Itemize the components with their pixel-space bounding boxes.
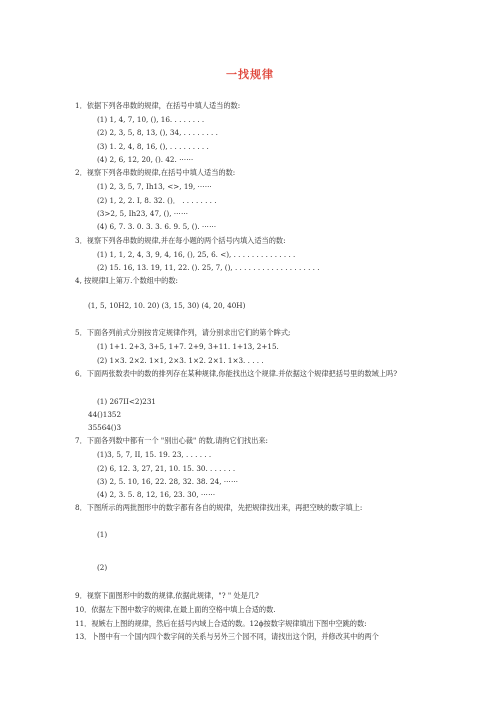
question-8: 8．下图所示的两批图形中的数字都有各自的规律，先把规律找出来，再把空映的数字填上:	[75, 503, 363, 512]
question-7: 7．下面各列数中都有一个 "别出心裁" 的数,请拘它们找出来:	[75, 436, 268, 445]
q2-item-4: (4) 6, 7. 3. 0. 3. 3. 6. 9. 5, (). ⋯⋯	[97, 222, 217, 231]
q5-item-2: (2) 1×3. 2×2. 1×1, 2×3. 1×2. 2×1. 1×3. . . . .	[97, 356, 264, 365]
q7-item-4: (4) 2, 3. 5. 8, 12, 16, 23. 30, ⋯⋯	[97, 490, 216, 499]
question-10: 10．依据左下图中数字的规律,在最上面的空格中填上合适的数.	[75, 605, 276, 614]
q2-item-3: (3>2, 5, Ih23, 47, (), ⋯⋯	[97, 209, 189, 218]
q6-item-2: 44()1352	[88, 410, 122, 419]
question-5: 5．下面各列前式分别按肯定规律作列，请分别求出它们的第个眸式;	[75, 328, 291, 337]
q7-item-2: (2) 6, 12. 3, 27, 21, 10. 15. 30. . . . . . .	[97, 464, 236, 473]
q1-item-1: (1) 1, 4, 7, 10, (), 16. . . . . . . .	[97, 115, 205, 124]
q7-item-3: (3) 2, 5. 10, 16, 22. 28, 32. 38. 24, ⋯⋯	[97, 477, 239, 486]
question-6: 6．下面两张数表中的数的排列存在某种规律,你能找出这个规律.并依据这个规律把括号里的数域上吗?	[75, 369, 398, 378]
question-1: 1．依据下列各串数的规律，在括号中填人适当的数:	[75, 101, 241, 110]
q8-item-2: (2)	[97, 563, 108, 572]
q4-groups: (1, 5, 10H2, 10. 20) (3, 15, 30) (4, 20, 40H)	[88, 301, 246, 310]
q3-item-2: (2) 15. 16, 13. 19, 11, 22. (). 25, 7, (), . . . . . . . . . . . . . . . . . . .	[97, 263, 320, 272]
q3-item-1: (1) 1, 1, 2, 4, 3, 9, 4, 16, (), 25, 6. <), . . . . . . . . . . . . . .	[97, 250, 296, 259]
q2-item-2: (2) 1, 2, 2. I, 8. 32. ()． . . . . . . . .	[97, 196, 217, 205]
page-title: 一找规律	[226, 68, 274, 81]
q1-item-3: (3) 1. 2, 4, 8, 16, (), . . . . . . . . .	[97, 142, 209, 151]
q8-item-1: (1)	[97, 530, 108, 539]
question-4: 4, 按规律I上第万.个数组中的数:	[75, 276, 178, 285]
q6-item-1: (1) 267II<2)231	[97, 397, 156, 406]
q5-item-1: (1) 1+1. 2+3, 3+5, 1+7. 2+9, 3+11. 1+13, 2+15.	[97, 342, 279, 351]
question-2: 2．视察下列各串数的规律,在括号中填人适当的数:	[75, 168, 236, 177]
question-3: 3．视察下列各串数的规律,并在每小题的两个括号内填入适当的数:	[75, 236, 286, 245]
question-11: 11．视嫉右上图的规律，然后在括号内域上合适的数。12ϕ按数字规律填出下图中空跳的数:	[75, 619, 367, 628]
q1-item-2: (2) 2, 3, 5, 8, 13, (), 34, . . . . . . . .	[97, 128, 218, 137]
question-13: 13．卜图中有一个国内四个数字间的关系与另外三个园不同，请找出这个阴，并修改其中的两个	[75, 632, 379, 641]
q1-item-4: (4) 2, 6, 12, 20, (). 42. ⋯⋯	[97, 155, 194, 164]
q6-item-3: 35564()3	[88, 423, 122, 432]
q7-item-1: (1)3, 5, 7, II, 15. 19. 23, . . . . . .	[97, 450, 212, 459]
question-9: 9．视察下面图形中的数的规律,依据此规律，"? " 处是几?	[75, 591, 259, 600]
q2-item-1: (1) 2, 3, 5, 7, Ih13, <>, 19, ⋯⋯	[97, 182, 212, 191]
